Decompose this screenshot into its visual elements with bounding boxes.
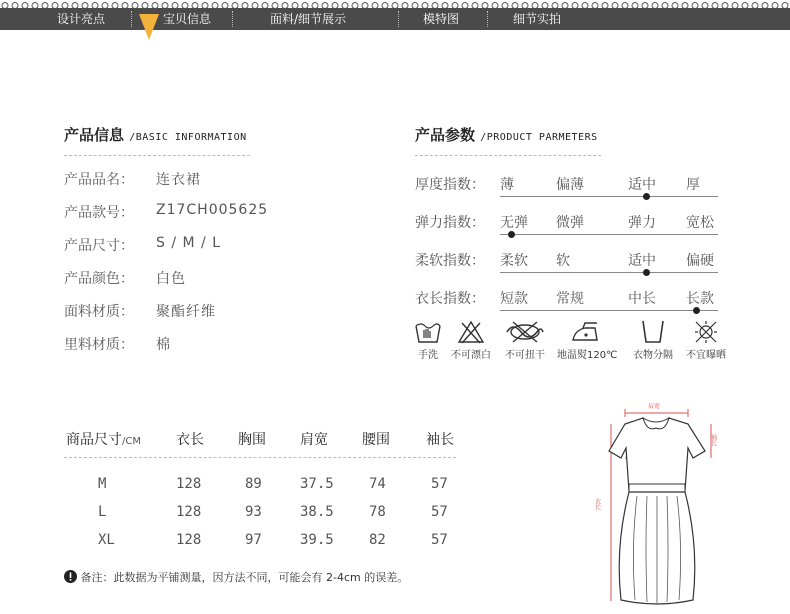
size-header-chest: 胸围 — [238, 432, 266, 448]
no-bleach-icon — [456, 318, 486, 346]
note — [64, 569, 408, 585]
warning-icon — [64, 570, 77, 583]
size-cell: 57 — [431, 532, 448, 548]
param-option: 长款 — [686, 291, 714, 307]
care-label: 地温熨120℃ — [557, 350, 618, 361]
size-header-label: 商品尺寸 — [66, 432, 122, 448]
params-title — [415, 124, 598, 145]
param-option: 适中 — [628, 177, 656, 193]
info-value: Z17CH005625 — [156, 202, 269, 218]
basic-info-title-text: 产品信息 — [64, 126, 125, 144]
care-dry-separately — [624, 318, 682, 361]
basic-info-title — [64, 124, 247, 145]
param-label: 柔软指数： — [415, 253, 485, 269]
info-label: 面料材质： — [64, 304, 134, 320]
size-cell: 74 — [369, 476, 386, 492]
param-label: 厚度指数： — [415, 177, 485, 193]
care-no-wring — [496, 318, 554, 361]
sleeve-label: 袖长 — [709, 434, 717, 446]
shoulder-label: 肩宽 — [648, 403, 661, 410]
params-title-text: 产品参数 — [415, 126, 476, 144]
care-label: 不可漂白 — [451, 350, 491, 361]
param-label: 弹力指数： — [415, 215, 485, 231]
size-header-size — [66, 429, 141, 449]
dress-diagram — [593, 396, 733, 614]
nav-separator — [487, 11, 488, 27]
size-cell: 93 — [245, 504, 262, 520]
care-no-bleach — [442, 318, 500, 361]
care-label: 不可扭干 — [505, 350, 545, 361]
size-header-waist: 腰围 — [362, 432, 390, 448]
hand-wash-icon — [413, 318, 443, 346]
size-cell: 128 — [176, 532, 202, 548]
param-scale — [500, 234, 718, 235]
size-header-length: 衣长 — [176, 432, 204, 448]
care-label: 衣物分隔 — [633, 350, 673, 361]
info-value: 连衣裙 — [156, 172, 201, 188]
size-cell: 37.5 — [300, 476, 334, 492]
top-nav — [0, 0, 790, 40]
size-cell: 128 — [176, 504, 202, 520]
param-option: 中长 — [628, 291, 656, 307]
param-level-marker — [643, 193, 650, 200]
param-label: 衣长指数： — [415, 291, 485, 307]
param-scale — [500, 310, 718, 311]
info-value: S / M / L — [156, 235, 221, 251]
param-scale — [500, 272, 718, 273]
length-label: 衣长 — [593, 498, 601, 510]
care-no-sun-dry — [677, 318, 735, 361]
param-option: 弹力 — [628, 215, 656, 231]
divider — [415, 155, 601, 156]
info-label: 产品品名： — [64, 172, 134, 188]
note-text: 备注：此数据为平铺测量，因方法不同，可能会有 2-4cm 的误差。 — [80, 571, 409, 584]
param-level-marker — [693, 307, 700, 314]
size-row-label: M — [98, 476, 107, 492]
size-table-divider — [64, 457, 456, 458]
size-cell: 78 — [369, 504, 386, 520]
nav-band — [0, 8, 790, 30]
size-row-label: XL — [98, 532, 115, 548]
param-option: 无弹 — [500, 215, 528, 231]
size-cell: 82 — [369, 532, 386, 548]
size-cell: 57 — [431, 476, 448, 492]
param-level-marker — [643, 269, 650, 276]
param-option: 微弹 — [556, 215, 584, 231]
param-option: 薄 — [500, 177, 514, 193]
param-option: 偏薄 — [556, 177, 584, 193]
nav-separator — [398, 11, 399, 27]
nav-separator — [232, 11, 233, 27]
no-wring-icon — [503, 318, 547, 346]
nav-item-fabric[interactable]: 面料/细节展示 — [270, 12, 347, 26]
care-low-iron — [557, 318, 618, 361]
param-scale — [500, 196, 718, 197]
nav-item-details[interactable]: 细节实拍 — [513, 12, 562, 26]
param-option: 常规 — [556, 291, 584, 307]
info-label: 产品款号： — [64, 205, 134, 221]
dress-illustration — [593, 396, 733, 610]
nav-item-info[interactable]: 宝贝信息 — [163, 12, 212, 26]
size-header-shoulder: 肩宽 — [300, 432, 328, 448]
size-cell: 128 — [176, 476, 202, 492]
param-level-marker — [508, 231, 515, 238]
param-option: 适中 — [628, 253, 656, 269]
info-label: 里料材质： — [64, 337, 134, 353]
nav-item-highlights[interactable]: 设计亮点 — [57, 12, 106, 26]
param-option: 柔软 — [500, 253, 528, 269]
param-option: 短款 — [500, 291, 528, 307]
low-iron-icon — [569, 318, 603, 346]
size-cell: 57 — [431, 504, 448, 520]
size-cell: 89 — [245, 476, 262, 492]
info-value: 聚酯纤维 — [156, 304, 216, 320]
divider — [64, 155, 250, 156]
size-cell: 97 — [245, 532, 262, 548]
params-subtitle: /PRODUCT PARMETERS — [480, 132, 598, 143]
info-value: 棉 — [156, 337, 171, 353]
dry-separately-icon — [638, 318, 668, 346]
nav-item-model[interactable]: 模特图 — [423, 12, 460, 26]
param-option: 宽松 — [686, 215, 714, 231]
nav-separator — [131, 11, 132, 27]
care-label: 不宜曝晒 — [686, 350, 726, 361]
param-option: 软 — [556, 253, 570, 269]
info-value: 白色 — [156, 271, 186, 287]
info-label: 产品颜色： — [64, 271, 134, 287]
param-option: 厚 — [686, 177, 700, 193]
size-cell: 39.5 — [300, 532, 334, 548]
size-cell: 38.5 — [300, 504, 334, 520]
no-sun-dry-icon — [691, 318, 721, 346]
size-row-label: L — [98, 504, 107, 520]
nav-active-arrow — [139, 14, 159, 40]
info-label: 产品尺寸： — [64, 238, 134, 254]
param-option: 偏硬 — [686, 253, 714, 269]
basic-info-subtitle: /BASIC INFORMATION — [129, 132, 247, 143]
size-header-sleeve: 袖长 — [426, 432, 454, 448]
care-label: 手洗 — [418, 350, 438, 361]
size-unit: /CM — [122, 436, 141, 447]
